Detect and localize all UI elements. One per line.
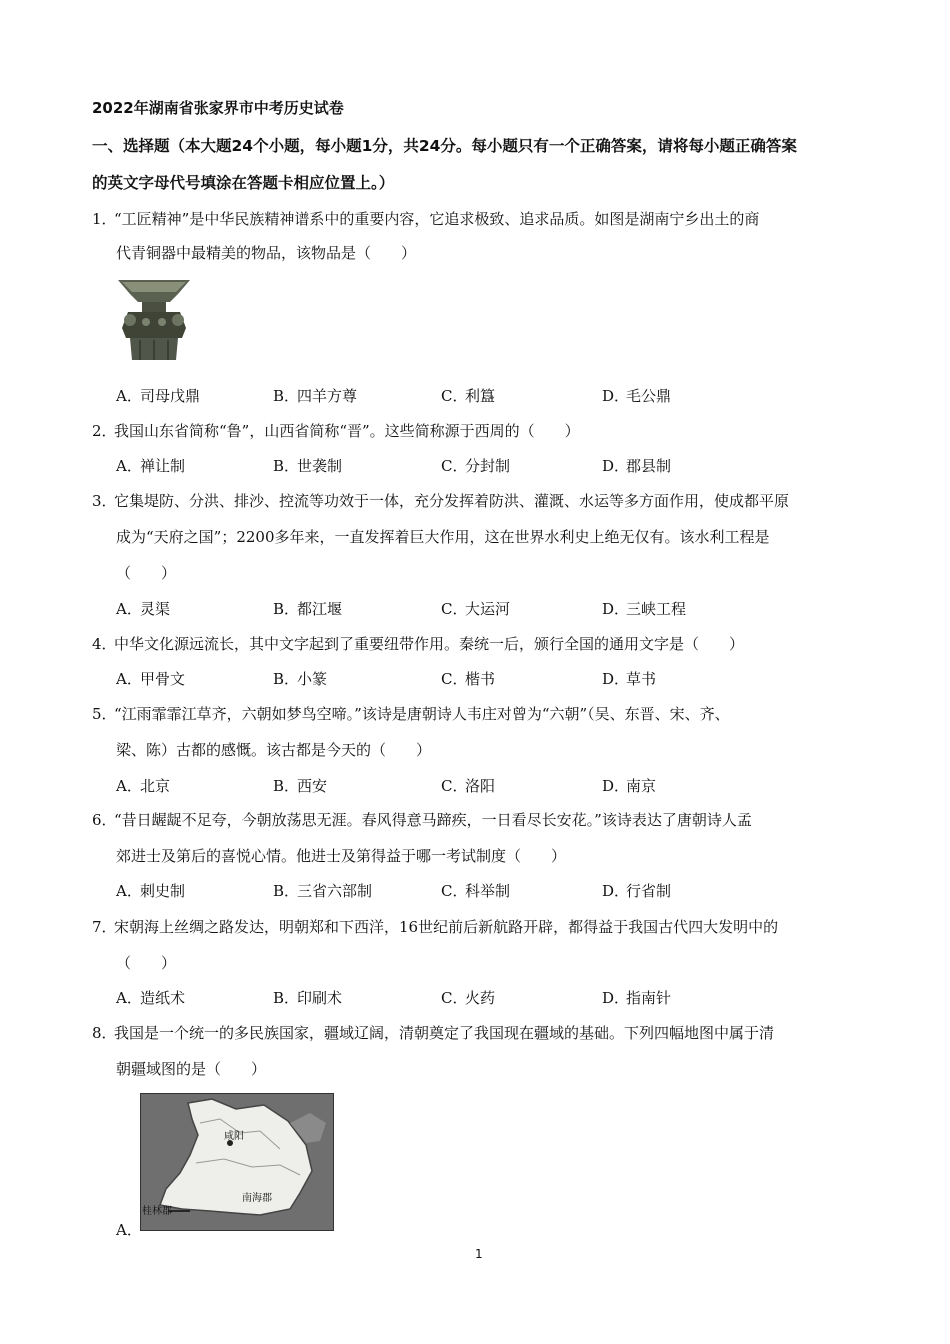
- option-c[interactable]: C．楷书: [441, 670, 496, 688]
- section-heading-line2: 的英文字母代号填涂在答题卡相应位置上。）: [92, 174, 395, 192]
- option-b[interactable]: B．四羊方尊: [273, 387, 358, 405]
- option-d[interactable]: D．郡县制: [602, 457, 672, 475]
- question-5: 5．“江雨霏霏江草齐，六朝如梦鸟空啼。”该诗是唐朝诗人韦庄对曾为“六朝”（吴、东晋、宋、齐、: [92, 705, 730, 723]
- question-4: 4．中华文化源远流长，其中文字起到了重要纽带作用。秦统一后，颁行全国的通用文字是（ ）: [92, 635, 745, 653]
- option-a[interactable]: A．司母戊鼎: [116, 387, 201, 405]
- option-a[interactable]: A．灵渠: [116, 600, 171, 618]
- option-b[interactable]: B．世袭制: [273, 457, 343, 475]
- option-d[interactable]: D．毛公鼎: [602, 387, 672, 405]
- option-c[interactable]: C．大运河: [441, 600, 511, 618]
- option-a[interactable]: A．甲骨文: [116, 670, 186, 688]
- question-3-line2: 成为“天府之国”；2200多年来，一直发挥着巨大作用，这在世界水利史上绝无仅有。该水利工程是: [116, 528, 770, 546]
- option-d[interactable]: D．指南针: [602, 989, 672, 1007]
- question-8: 8．我国是一个统一的多民族国家，疆域辽阔，清朝奠定了我国现在疆域的基础。下列四幅地图中属于清: [92, 1024, 775, 1042]
- question-6: 6．“昔日龌龊不足夸，今朝放荡思无涯。春风得意马蹄疾，一日看尽长安花。”该诗表达了唐朝诗人孟: [92, 811, 752, 829]
- page-number: 1: [475, 1247, 483, 1261]
- question-3-line3: （ ）: [116, 564, 177, 582]
- option-d[interactable]: D．草书: [602, 670, 657, 688]
- option-b[interactable]: B．西安: [273, 777, 328, 795]
- map-label-xianyang: 咸阳: [224, 1131, 244, 1142]
- qin-territory-map-image[interactable]: [140, 1093, 334, 1231]
- question-6-line2: 郊进士及第后的喜悦心情。他进士及第得益于哪一考试制度（ ）: [116, 847, 567, 865]
- map-label-guilin: 桂林郡: [142, 1206, 172, 1217]
- map-option-a-label[interactable]: A．: [116, 1221, 142, 1239]
- option-c[interactable]: C．科举制: [441, 882, 511, 900]
- question-7: 7．宋朝海上丝绸之路发达，明朝郑和下西洋，16世纪前后新航路开辟，都得益于我国古代四大发明中的: [92, 918, 779, 936]
- option-c[interactable]: C．利簋: [441, 387, 496, 405]
- option-d[interactable]: D．三峡工程: [602, 600, 687, 618]
- question-7-line2: （ ）: [116, 954, 177, 972]
- exam-title: 2022年湖南省张家界市中考历史试卷: [92, 99, 344, 117]
- question-3: 3．它集堤防、分洪、排沙、控流等功效于一体，充分发挥着防洪、灌溉、水运等多方面作用，使成都平原: [92, 492, 790, 510]
- question-8-line2: 朝疆域图的是（ ）: [116, 1060, 267, 1078]
- map-label-nanhai: 南海郡: [242, 1193, 272, 1204]
- option-c[interactable]: C．火药: [441, 989, 496, 1007]
- question-5-line2: 梁、陈）古都的感慨。该古都是今天的（ ）: [116, 741, 432, 759]
- option-c[interactable]: C．分封制: [441, 457, 511, 475]
- question-2: 2．我国山东省简称“鲁”，山西省简称“晋”。这些简称源于西周的（ ）: [92, 422, 580, 440]
- option-d[interactable]: D．行省制: [602, 882, 672, 900]
- question-1: 1．“工匠精神”是中华民族精神谱系中的重要内容，它追求极致、追求品质。如图是湖南宁乡出土的商: [92, 210, 760, 228]
- option-d[interactable]: D．南京: [602, 777, 657, 795]
- option-a[interactable]: A．造纸术: [116, 989, 186, 1007]
- option-b[interactable]: B．小篆: [273, 670, 328, 688]
- question-1-line2: 代青铜器中最精美的物品，该物品是（ ）: [116, 244, 417, 262]
- option-a[interactable]: A．刺史制: [116, 882, 186, 900]
- option-b[interactable]: B．都江堰: [273, 600, 343, 618]
- bronze-vessel-image: [116, 276, 192, 362]
- option-c[interactable]: C．洛阳: [441, 777, 496, 795]
- option-b[interactable]: B．印刷术: [273, 989, 343, 1007]
- option-a[interactable]: A．北京: [116, 777, 171, 795]
- section-heading-line1: 一、选择题（本大题24个小题，每小题1分，共24分。每小题只有一个正确答案，请将每小题正确答案: [92, 137, 797, 155]
- option-b[interactable]: B．三省六部制: [273, 882, 373, 900]
- option-a[interactable]: A．禅让制: [116, 457, 186, 475]
